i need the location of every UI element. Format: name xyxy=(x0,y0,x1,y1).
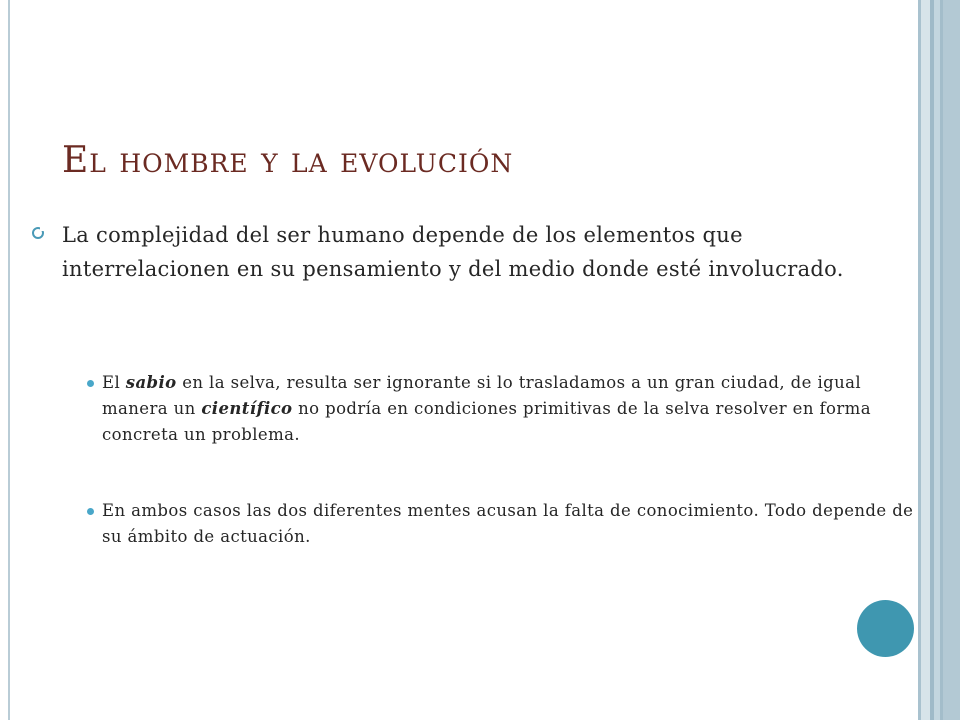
sub-bullet-text-part: en la selva, resulta ser ignorante si lo trasladamos a un gran ciudad, de igual manera un xyxy=(102,373,862,418)
slide-title: El hombre y la evolución xyxy=(62,140,514,181)
right-stripe xyxy=(921,0,930,720)
sub-bullet-text: En ambos casos las dos diferentes mentes acusan la falta de conocimiento. Todo depende de su ámbito de actuación. xyxy=(102,501,914,546)
dot-bullet-icon xyxy=(87,380,94,387)
main-bullet-text: La complejidad del ser humano depende de los elementos que interrelacionen en su pensamiento y del medio donde esté involucrado. xyxy=(62,223,844,281)
sub-bullet-text-part: no podría en condiciones primitivas de la selva resolver en forma concreta un problema. xyxy=(102,399,871,444)
emphasized-word-sabio: sabio xyxy=(125,373,177,392)
decorative-circle xyxy=(857,600,914,657)
emphasized-word-cientifico: científico xyxy=(201,399,293,418)
left-border-line xyxy=(8,0,10,720)
dot-bullet-icon xyxy=(87,508,94,515)
sub-bullet-text xyxy=(102,370,932,448)
right-stripe xyxy=(943,0,960,720)
ring-bullet-icon xyxy=(32,227,44,239)
sub-bullet-text-part: El xyxy=(102,373,126,392)
